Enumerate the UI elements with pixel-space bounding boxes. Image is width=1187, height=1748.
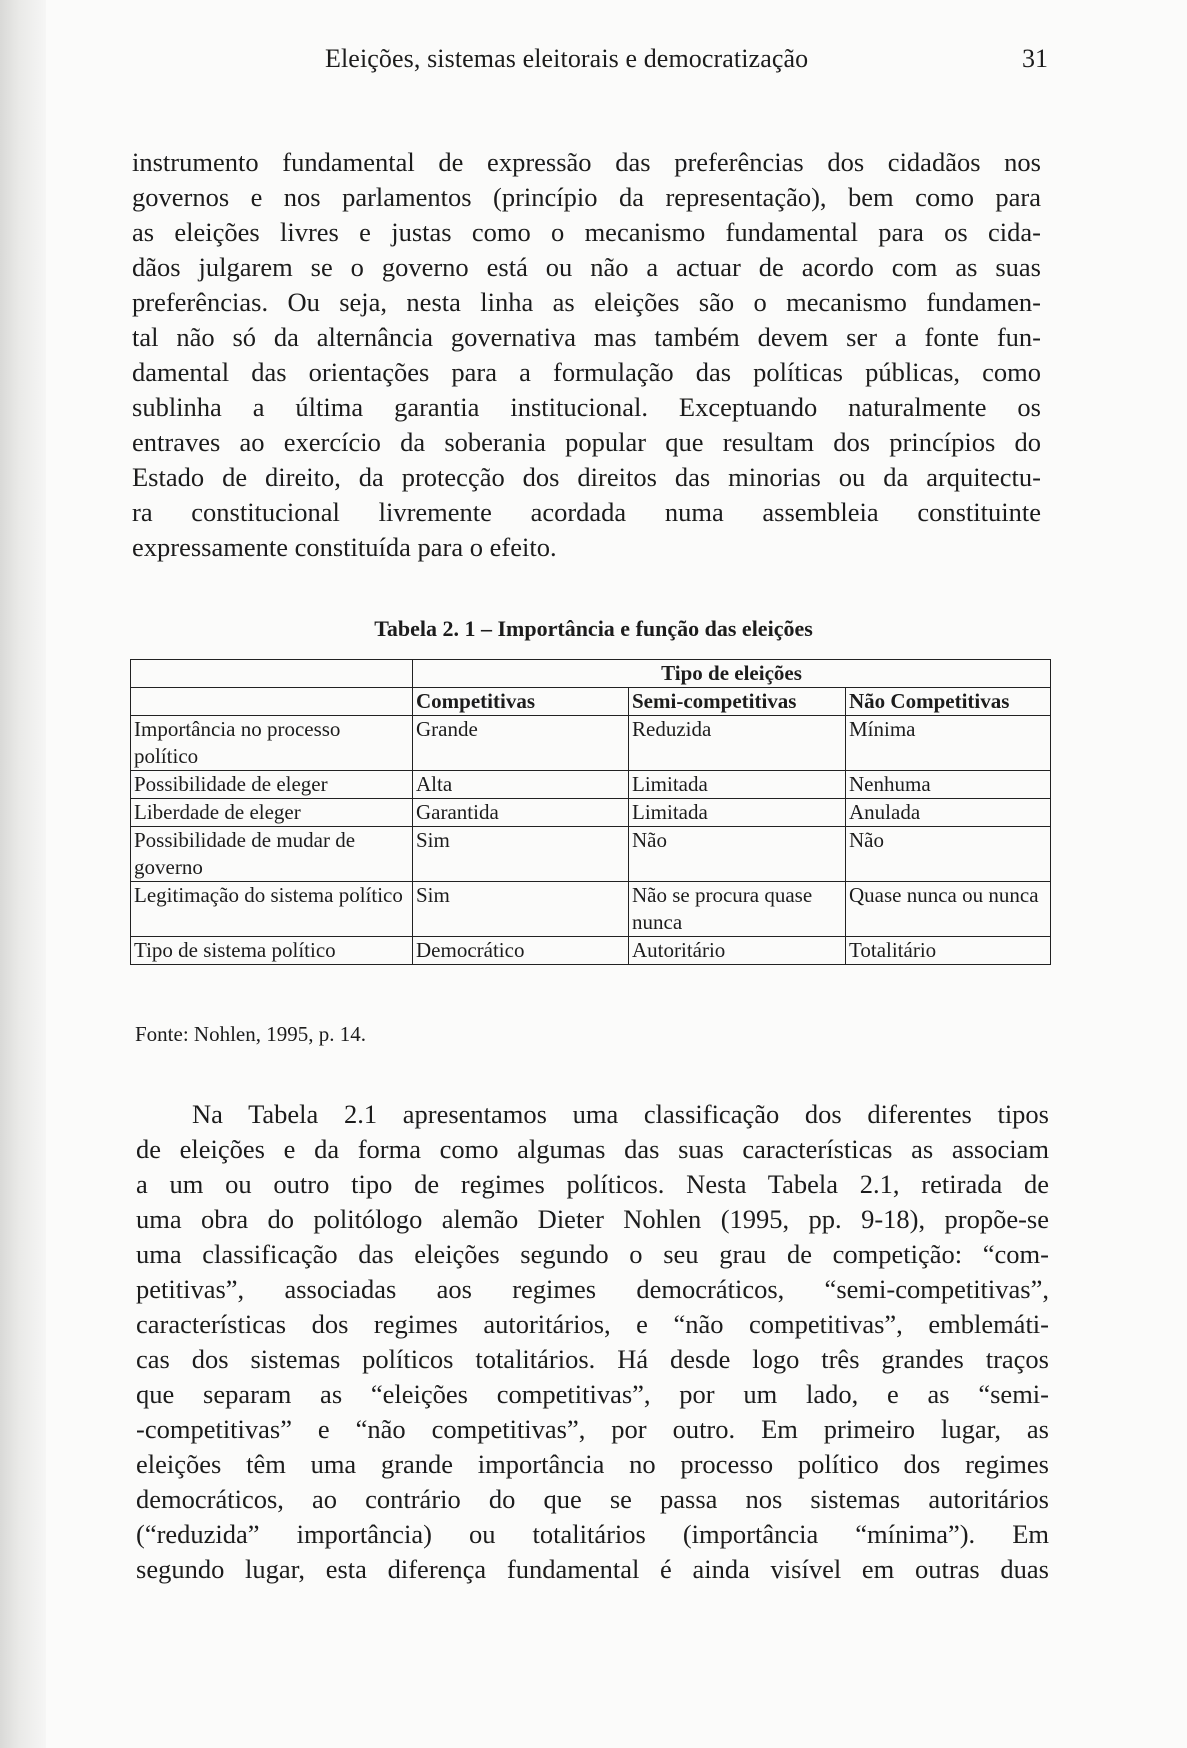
text-line: que separam as “eleições competitivas”, por um lado, e as “semi- <box>136 1379 1049 1409</box>
table-cell: Alta <box>413 771 629 799</box>
table-cell: Totalitário <box>846 937 1051 965</box>
text-line: entraves ao exercício da soberania popular que resultam dos princípios do <box>132 427 1041 457</box>
text-line: eleições têm uma grande importância no processo político dos regimes <box>136 1449 1049 1479</box>
text-line: Na Tabela 2.1 apresentamos uma classificação dos diferentes tipos <box>192 1099 1049 1129</box>
table-row <box>131 827 1051 882</box>
table-source: Fonte: Nohlen, 1995, p. 14. <box>135 1022 366 1046</box>
table-cell: Não <box>629 827 846 882</box>
text-line: cas dos sistemas políticos totalitários. Há desde logo três grandes traços <box>136 1344 1049 1374</box>
text-line: -competitivas” e “não competitivas”, por outro. Em primeiro lugar, as <box>136 1414 1049 1444</box>
table-cell: Autoritário <box>629 937 846 965</box>
table-cell: Reduzida <box>629 716 846 771</box>
text-line: tal não só da alternância governativa mas também devem ser a fonte fun- <box>132 322 1041 352</box>
table-group-header-row <box>131 660 1051 688</box>
table-row <box>131 771 1051 799</box>
table-cell: Nenhuma <box>846 771 1051 799</box>
table-row <box>131 799 1051 827</box>
table-cell: Sim <box>413 882 629 937</box>
text-line: (“reduzida” importância) ou totalitários (importância “mínima”). Em <box>136 1519 1049 1549</box>
group-header: Tipo de eleições <box>413 660 1051 688</box>
row-label: Liberdade de eleger <box>131 799 413 827</box>
elections-table <box>130 659 1051 965</box>
table-cell: Limitada <box>629 771 846 799</box>
text-line: segundo lugar, esta diferença fundamental é ainda visível em outras duas <box>136 1554 1049 1584</box>
running-head: Eleições, sistemas eleitorais e democratização <box>325 44 809 73</box>
text-line: democráticos, ao contrário do que se passa nos sistemas autoritários <box>136 1484 1049 1514</box>
table-corner-cell <box>131 660 413 688</box>
column-header: Semi-competitivas <box>629 688 846 716</box>
text-line: Estado de direito, da protecção dos direitos das minorias ou da arquitectu- <box>132 462 1041 492</box>
table-caption: Tabela 2. 1 – Importância e função das eleições <box>374 616 813 641</box>
table-row <box>131 716 1051 771</box>
book-spine-shadow <box>0 0 46 1748</box>
table-cell: Anulada <box>846 799 1051 827</box>
row-label: Importância no processo político <box>131 716 413 771</box>
text-line: petitivas”, associadas aos regimes democráticos, “semi-competitivas”, <box>136 1274 1049 1304</box>
text-line: damental das orientações para a formulação das políticas públicas, como <box>132 357 1041 387</box>
text-line: expressamente constituída para o efeito. <box>132 532 557 562</box>
text-line: a um ou outro tipo de regimes políticos. Nesta Tabela 2.1, retirada de <box>136 1169 1049 1199</box>
table-cell: Sim <box>413 827 629 882</box>
table-cell: Limitada <box>629 799 846 827</box>
text-line: instrumento fundamental de expressão das preferências dos cidadãos nos <box>132 147 1041 177</box>
table-cell: Não se procura quase nunca <box>629 882 846 937</box>
text-line: de eleições e da forma como algumas das suas características as associam <box>136 1134 1049 1164</box>
text-line: as eleições livres e justas como o mecanismo fundamental para os cida- <box>132 217 1041 247</box>
table-cell: Democrático <box>413 937 629 965</box>
row-label: Possibilidade de eleger <box>131 771 413 799</box>
table-cell: Garantida <box>413 799 629 827</box>
page-number: 31 <box>1022 44 1048 73</box>
table-row <box>131 937 1051 965</box>
text-line: uma classificação das eleições segundo o seu grau de competição: “com- <box>136 1239 1049 1269</box>
text-line: governos e nos parlamentos (princípio da representação), bem como para <box>132 182 1041 212</box>
text-line: preferências. Ou seja, nesta linha as eleições são o mecanismo fundamen- <box>132 287 1041 317</box>
row-label: Possibilidade de mudar de governo <box>131 827 413 882</box>
column-header: Não Competitivas <box>846 688 1051 716</box>
text-line: ra constitucional livremente acordada numa assembleia constituinte <box>132 497 1041 527</box>
table-corner-cell <box>131 688 413 716</box>
column-header: Competitivas <box>413 688 629 716</box>
table-column-header-row <box>131 688 1051 716</box>
text-line: características dos regimes autoritários, e “não competitivas”, emblemáti- <box>136 1309 1049 1339</box>
table-cell: Grande <box>413 716 629 771</box>
row-label: Legitimação do sistema político <box>131 882 413 937</box>
row-label: Tipo de sistema político <box>131 937 413 965</box>
text-line: dãos julgarem se o governo está ou não a actuar de acordo com as suas <box>132 252 1041 282</box>
table-row <box>131 882 1051 937</box>
text-line: uma obra do politólogo alemão Dieter Nohlen (1995, pp. 9-18), propõe-se <box>136 1204 1049 1234</box>
table-cell: Não <box>846 827 1051 882</box>
table-cell: Quase nunca ou nunca <box>846 882 1051 937</box>
text-line: sublinha a última garantia institucional. Exceptuando naturalmente os <box>132 392 1041 422</box>
table-cell: Mínima <box>846 716 1051 771</box>
